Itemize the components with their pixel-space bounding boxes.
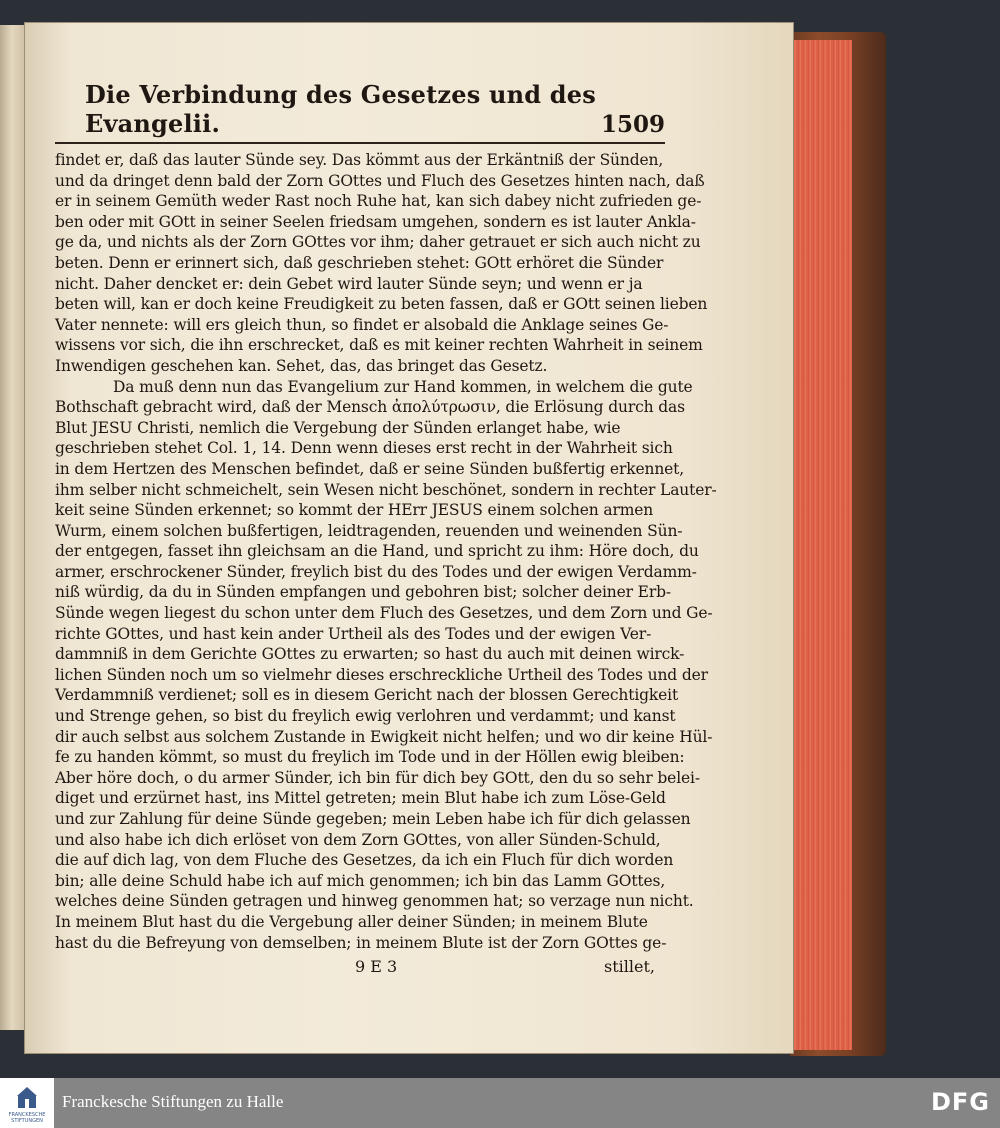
text-line: Bothschaft gebracht wird, daß der Mensch ἀπολύτρωσιν, die Erlösung durch das — [55, 398, 685, 417]
text-line: der entgegen, fasset ihn gleichsam an die Hand, und spricht zu ihm: Höre doch, du — [55, 542, 699, 561]
text-line: hast du die Befreyung von demselben; in meinem Blute ist der Zorn GOttes ge- — [55, 933, 667, 952]
text-line: wissens vor sich, die ihn erschrecket, daß es mit keiner rechten Wahrheit in seinem — [55, 336, 703, 355]
page-number: 1509 — [600, 111, 665, 138]
text-line: die auf dich lag, von dem Fluche des Gesetzes, da ich ein Fluch für dich worden — [55, 851, 674, 870]
text-line: beten will, kan er doch keine Freudigkeit zu beten fassen, daß er GOtt seinen lieben — [55, 295, 708, 314]
text-line: dammniß in dem Gerichte GOttes zu erwarten; so hast du auch mit deinen wirck- — [55, 645, 685, 664]
left-page-edge — [0, 25, 26, 1030]
text-line: richte GOttes, und hast kein ander Urtheil als des Todes und der ewigen Ver- — [55, 624, 652, 643]
running-header — [55, 80, 665, 144]
text-line: in dem Hertzen des Menschen befindet, daß er seine Sünden bußfertig erkennet, — [55, 459, 685, 478]
catchword: stillet, — [604, 957, 655, 977]
text-line: niß würdig, da du in Sünden empfangen und gebohren bist; solcher deiner Erb- — [55, 583, 671, 602]
footer-bar — [0, 1078, 1000, 1128]
text-line: Sünde wegen liegest du schon unter dem Fluch des Gesetzes, und dem Zorn und Ge- — [55, 604, 713, 623]
text-line: er in seinem Gemüth weder Rast noch Ruhe hat, kan sich dabey nicht zufrieden ge- — [55, 192, 702, 211]
franckesche-logo[interactable] — [0, 1078, 54, 1128]
signature-mark: 9 E 3 — [355, 957, 398, 977]
text-line: lichen Sünden noch um so vielmehr dieses erschreckliche Urtheil des Todes und der — [55, 665, 708, 684]
text-line: und Strenge gehen, so bist du freylich ewig verlohren und verdammt; und kanst — [55, 707, 676, 726]
institution-name[interactable]: Franckesche Stiftungen zu Halle — [62, 1092, 284, 1111]
text-line: ben oder mit GOtt in seiner Seelen friedsam umgehen, sondern es ist lauter Ankla- — [55, 212, 696, 231]
text-line: und zur Zahlung für deine Sünde gegeben; mein Leben habe ich für dich gelassen — [55, 810, 691, 828]
building-icon — [16, 1084, 38, 1110]
text-line: armer, erschrockener Sünder, freylich bist du des Todes und der ewigen Verdamm- — [55, 562, 697, 581]
text-line: welches deine Sünden getragen und hinweg genommen hat; so verzage nun nicht. — [55, 892, 694, 911]
text-line: Verdammniß verdienet; soll es in diesem Gericht nach der blossen Gerechtigkeit — [55, 686, 679, 705]
text-line: Wurm, einem solchen bußfertigen, leidtragenden, reuenden und weinenden Sün- — [55, 521, 683, 540]
text-line: Aber höre doch, o du armer Sünder, ich bin für dich bey GOtt, den du so sehr belei- — [55, 768, 700, 787]
text-line: keit seine Sünden erkennet; so kommt der HErr JESUS einem solchen armen — [55, 501, 654, 520]
page-edges — [792, 40, 852, 1050]
text-line: ge da, und nichts als der Zorn GOttes vor ihm; daher getrauet er sich auch nicht zu — [55, 233, 701, 252]
page-footer — [55, 957, 665, 976]
text-line: diget und erzürnet hast, ins Mittel getreten; mein Blut habe ich zum Löse-Geld — [55, 789, 666, 808]
text-line: und also habe ich dich erlöset von dem Zorn GOttes, von aller Sünden-Schuld, — [55, 830, 661, 849]
text-line: bin; alle deine Schuld habe ich auf mich genommen; ich bin das Lamm GOttes, — [55, 871, 666, 890]
text-line: Blut JESU Christi, nemlich die Vergebung der Sünden erlanget habe, wie — [55, 418, 621, 437]
text-line: Inwendigen geschehen kan. Sehet, das, das bringet das Gesetz. — [55, 356, 548, 375]
text-line: beten. Denn er erinnert sich, daß geschrieben stehet: GOtt erhöret die Sünder — [55, 253, 664, 272]
page-text — [55, 80, 717, 977]
text-line: In meinem Blut hast du die Vergebung aller deiner Sünden; in meinem Blute — [55, 912, 648, 931]
text-line: fe zu handen kömmt, so must du freylich im Tode und in der Höllen ewig bleiben: — [55, 748, 685, 767]
text-line: Vater nennete: will ers gleich thun, so findet er alsobald die Anklage seines Ge- — [55, 315, 669, 334]
text-line: ihm selber nicht schmeichelt, sein Wesen nicht beschönet, sondern in rechter Lauter- — [55, 480, 717, 499]
header-title: Die Verbindung des Gesetzes und des Evangelii. — [85, 80, 596, 138]
text-line: dir auch selbst aus solchem Zustande in Ewigkeit nicht helfen; und wo dir keine Hül- — [55, 727, 713, 746]
text-line: findet er, daß das lauter Sünde sey. Das kömmt aus der Erkäntniß der Sünden, — [55, 151, 664, 169]
text-line: geschrieben stehet Col. 1, 14. Denn wenn dieses erst recht in der Wahrheit sich — [55, 439, 673, 458]
text-line: und da dringet denn bald der Zorn GOttes und Fluch des Gesetzes hinten nach, daß — [55, 171, 705, 190]
dfg-logo[interactable]: DFG — [930, 1088, 990, 1116]
body-text — [55, 150, 717, 953]
text-line: nicht. Daher dencket er: dein Gebet wird lauter Sünde seyn; und wenn er ja — [55, 274, 643, 293]
text-line: Da muß denn nun das Evangelium zur Hand kommen, in welchem die gute — [113, 377, 693, 396]
logo-text: FRANCKESCHE STIFTUNGEN — [8, 1112, 46, 1124]
